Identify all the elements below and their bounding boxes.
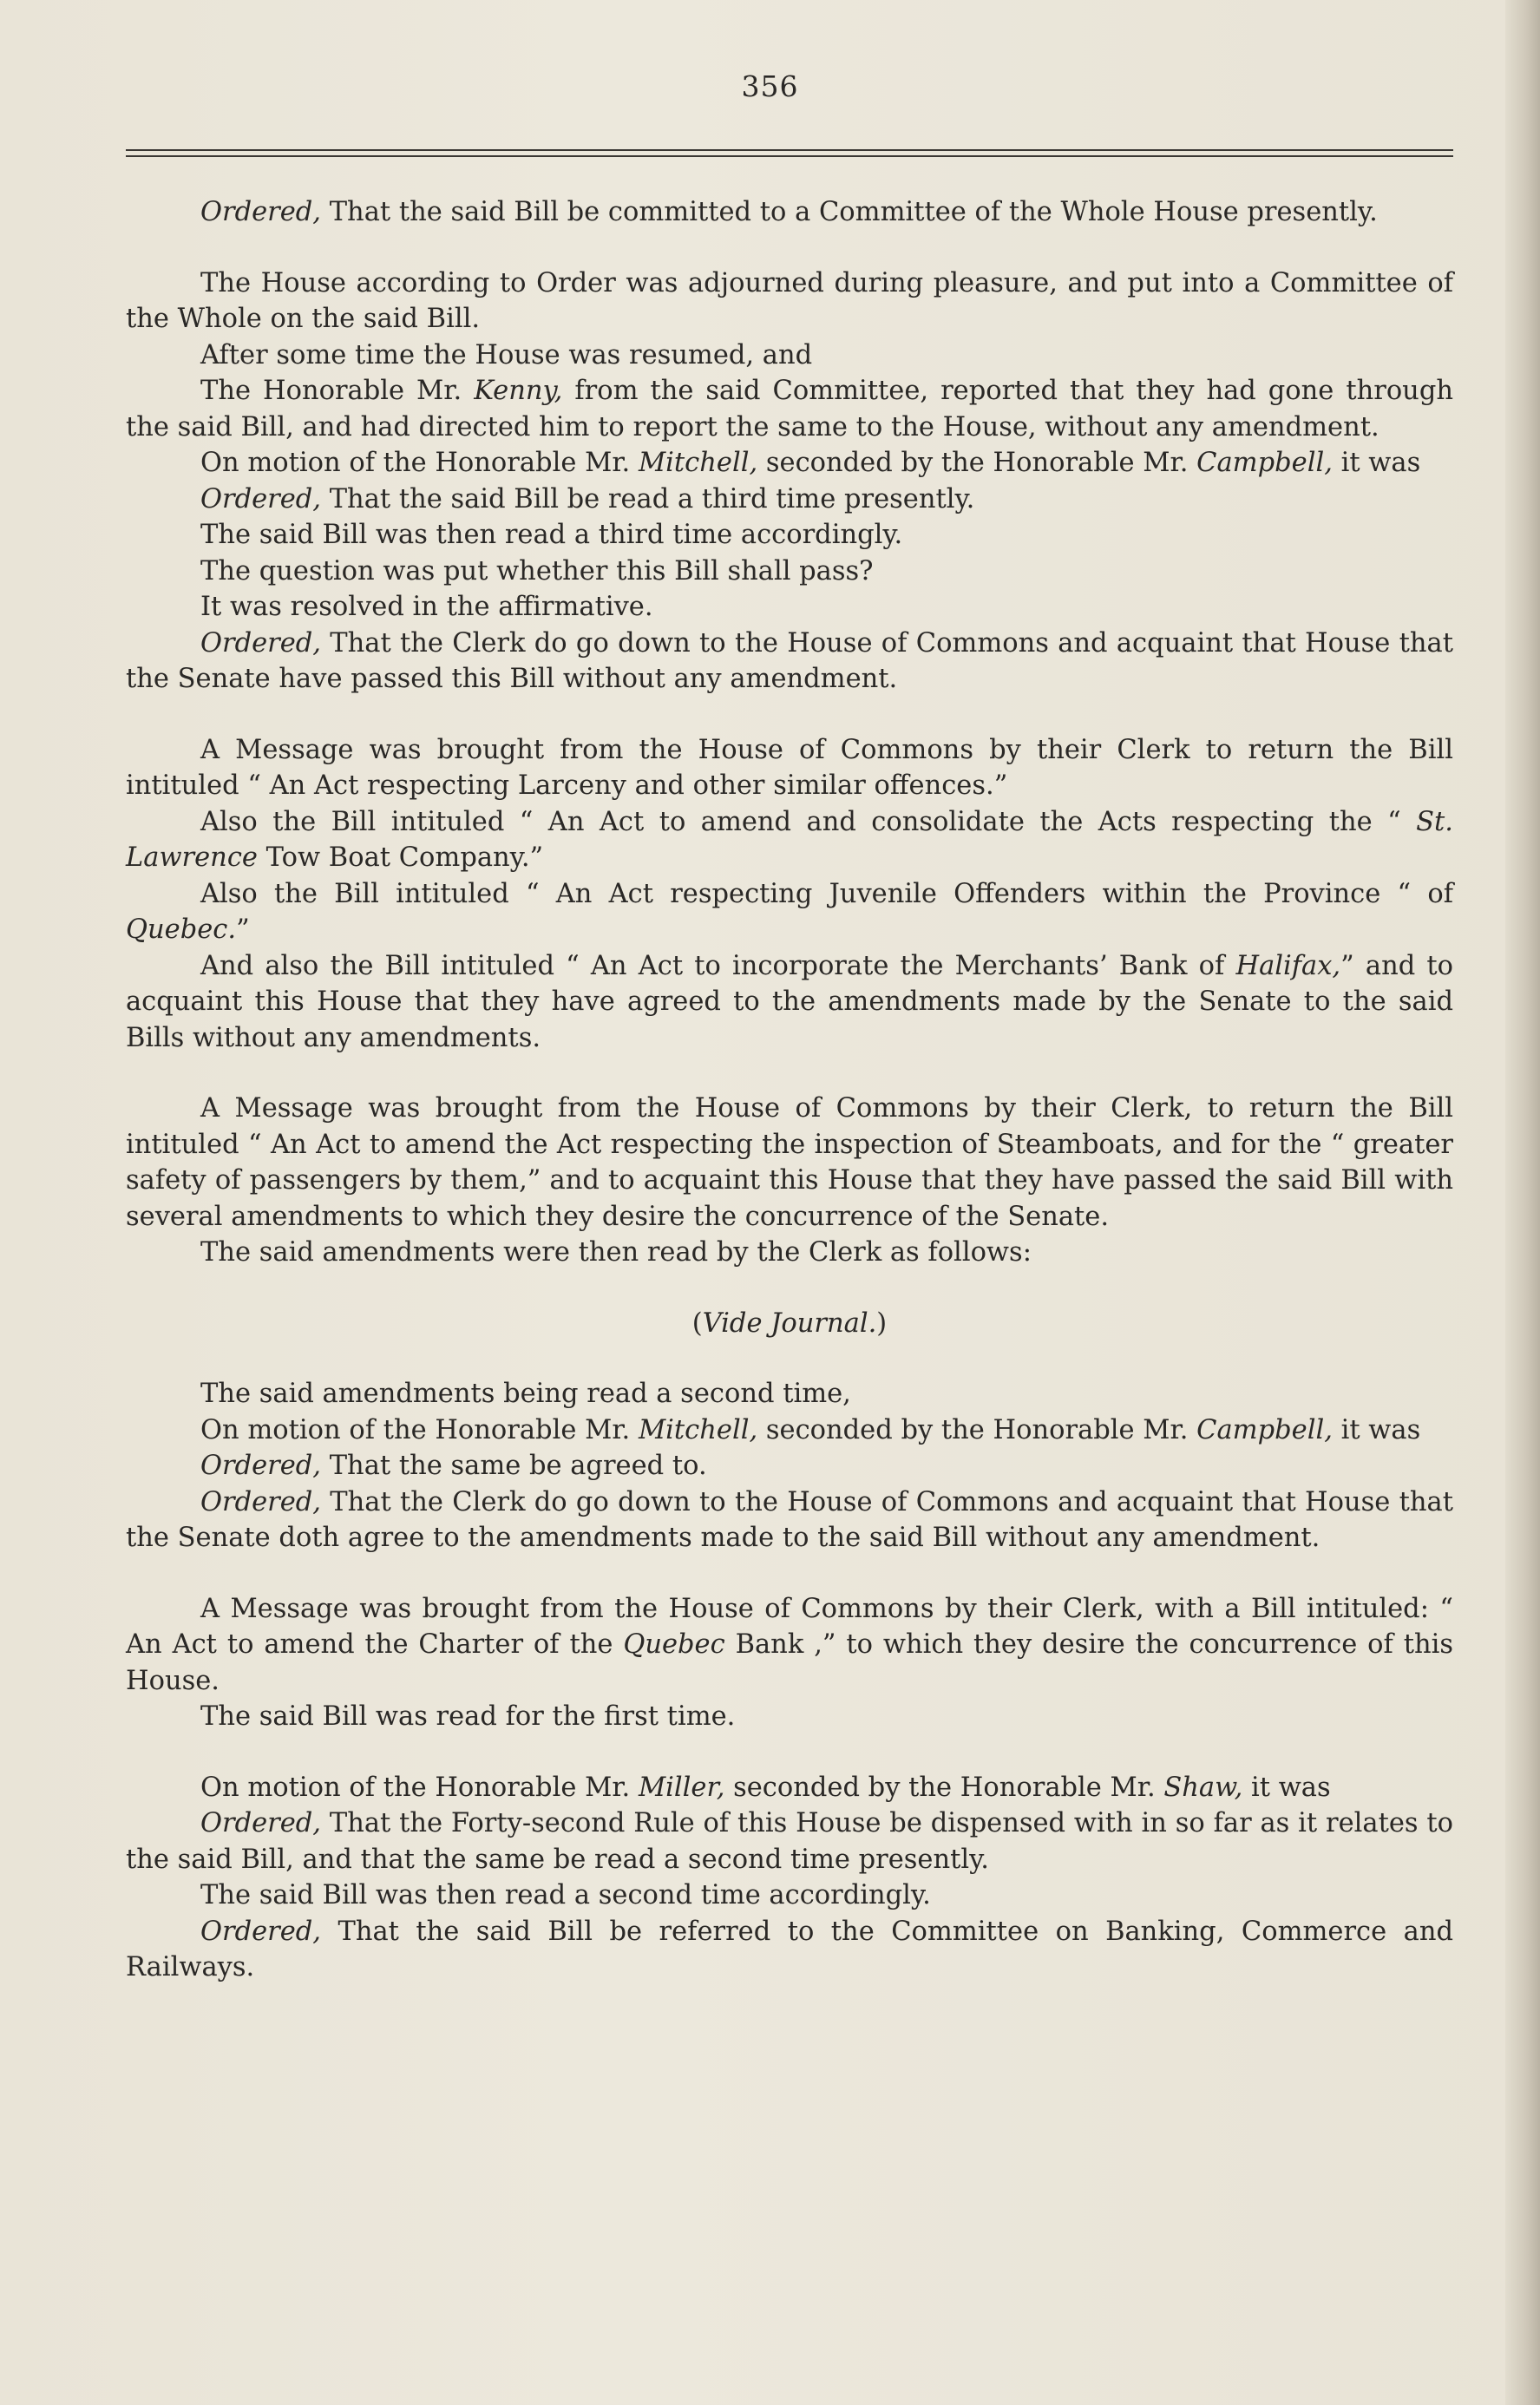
journal-paragraph (126, 1770, 1453, 1806)
italic-text: Ordered, (200, 1486, 322, 1517)
italic-text: Quebec (623, 1629, 725, 1660)
journal-paragraph (126, 589, 1453, 626)
page-number: 356 (741, 69, 799, 103)
text-run: from the said Committee, reported that they had gone through the said Bill, and had directed him to report the same to the House, without any amendment. (126, 376, 1453, 442)
text-run: It was resolved in the affirmative. (200, 592, 653, 622)
text-run: After some time the House was resumed, and (200, 339, 813, 370)
text-run: Also the Bill intituled “ An Act respecting Juvenile Offenders within the Province “ of (200, 878, 1453, 909)
journal-paragraph (126, 732, 1453, 804)
journal-paragraph (126, 1235, 1453, 1271)
text-run: That the Clerk do go down to the House of Commons and acquaint that House that the Senate have passed this Bill without any amendment. (126, 627, 1453, 694)
italic-text: Mitchell, (638, 1414, 758, 1445)
journal-paragraph (126, 1091, 1453, 1235)
italic-text: Quebec. (126, 914, 237, 945)
text-run: That the said Bill be committed to a Committee of the Whole House presently. (321, 197, 1378, 227)
text-run: The question was put whether this Bill shall pass? (200, 555, 874, 587)
italic-text: Ordered, (200, 1916, 322, 1947)
italic-text: Halifax, (1235, 950, 1341, 981)
text-run: The said amendments were then read by the Clerk as follows: (200, 1237, 1032, 1268)
text-run: That the Forty-second Rule of this House be dispensed with in so far as it relates to the said Bill, and that the same be read a second time presently. (126, 1808, 1453, 1875)
italic-text: Ordered, (200, 1808, 322, 1838)
text-run: Also the Bill intituled “ An Act to amend and consolidate the Acts respecting the “ (200, 806, 1417, 837)
journal-body-text (126, 194, 1453, 1986)
page-edge-shadow (1505, 0, 1540, 2405)
journal-paragraph (126, 1877, 1453, 1914)
rule-line-top (126, 149, 1453, 151)
journal-paragraph (126, 876, 1453, 948)
text-run: ” and to acquaint this House that they have agreed to the amendments made by the Senate to the said Bills without any amendments. (126, 950, 1454, 1053)
text-run: seconded by the Honorable Mr. (757, 448, 1197, 478)
journal-paragraph (126, 1699, 1453, 1735)
italic-text: Campbell, (1196, 1414, 1333, 1445)
journal-paragraph (126, 804, 1453, 876)
text-run: That the said Bill be referred to the Committee on Banking, Commerce and Railways. (126, 1916, 1453, 1982)
journal-paragraph (126, 554, 1453, 590)
italic-text: Ordered, (200, 627, 322, 659)
text-run: On motion of the Honorable Mr. (200, 1772, 639, 1803)
journal-paragraph (126, 1412, 1453, 1449)
text-run: The said Bill was read for the first time. (200, 1701, 736, 1732)
text-run: And also the Bill intituled “ An Act to incorporate the Merchants’ Bank of (200, 950, 1236, 981)
text-run: The House according to Order was adjourned during pleasure, and put into a Committee of the Whole on the said Bill. (126, 267, 1453, 334)
text-run: On motion of the Honorable Mr. (200, 448, 639, 478)
journal-paragraph (126, 517, 1453, 554)
journal-paragraph (126, 265, 1453, 337)
italic-text: Ordered, (200, 483, 322, 514)
italic-text: Mitchell, (638, 448, 758, 478)
italic-text: Shaw, (1163, 1772, 1243, 1803)
italic-text: Ordered, (200, 1451, 322, 1481)
text-run: ) (876, 1307, 888, 1339)
italic-text: Miller, (638, 1772, 725, 1803)
text-run: The said amendments being read a second time, (200, 1379, 851, 1409)
italic-text: Kenny, (474, 376, 563, 406)
header-double-rule (126, 147, 1453, 160)
text-run: That the Clerk do go down to the House of Commons and acquaint that House that the Senate doth agree to the amendments made to the said Bill without any amendment. (126, 1486, 1453, 1553)
journal-paragraph (126, 1914, 1453, 1986)
journal-paragraph (126, 337, 1453, 374)
text-run: That the same be agreed to. (321, 1451, 707, 1481)
journal-paragraph (126, 1448, 1453, 1484)
text-run: seconded by the Honorable Mr. (724, 1772, 1164, 1803)
italic-text: Campbell, (1196, 448, 1333, 478)
text-run: That the said Bill be read a third time presently. (321, 483, 975, 514)
journal-paragraph (126, 1376, 1453, 1412)
text-run: On motion of the Honorable Mr. (200, 1414, 639, 1445)
text-run: Tow Boat Company.” (257, 842, 544, 873)
text-run: it was (1332, 448, 1421, 478)
text-run: The Honorable Mr. (200, 376, 475, 406)
journal-paragraph (126, 373, 1453, 445)
text-run: A Message was brought from the House of Commons by their Clerk, with a Bill intituled: “ An Act to amend the Charter of the (126, 1593, 1453, 1660)
journal-paragraph (126, 482, 1453, 518)
journal-paragraph (126, 1484, 1453, 1556)
text-run: ( (691, 1307, 703, 1339)
text-run: ” (236, 914, 250, 945)
journal-paragraph (126, 626, 1453, 698)
text-run: it was (1332, 1414, 1421, 1445)
text-run: Bank ,” to which they desire the concurrence of this House. (126, 1629, 1453, 1696)
journal-paragraph (126, 194, 1453, 231)
journal-paragraph (126, 1805, 1453, 1877)
italic-text: Vide Journal. (702, 1307, 877, 1339)
text-run: seconded by the Honorable Mr. (757, 1414, 1197, 1445)
italic-text: St. Lawrence (126, 806, 1453, 873)
journal-paragraph (126, 1591, 1453, 1700)
rule-line-bottom (126, 155, 1453, 157)
italic-text: Ordered, (200, 197, 322, 227)
text-run: A Message was brought from the House of Commons by their Clerk, to return the Bill intituled “ An Act to amend the Act respecting the inspection of Steamboats, and for the “ greater safety of passengers by them,” and to acquaint this House that they have passed the said Bill with several amendments to which they desire the concurrence of the Senate. (126, 1093, 1453, 1232)
vide-journal-note (126, 1306, 1453, 1342)
text-run: A Message was brought from the House of Commons by their Clerk to return the Bill intituled “ An Act respecting Larceny and other similar offences.” (126, 734, 1453, 801)
journal-paragraph (126, 445, 1453, 482)
journal-paragraph (126, 948, 1453, 1057)
text-run: it was (1242, 1772, 1331, 1803)
text-run: The said Bill was then read a second time accordingly. (200, 1880, 931, 1910)
text-run: The said Bill was then read a third time accordingly. (200, 520, 903, 550)
